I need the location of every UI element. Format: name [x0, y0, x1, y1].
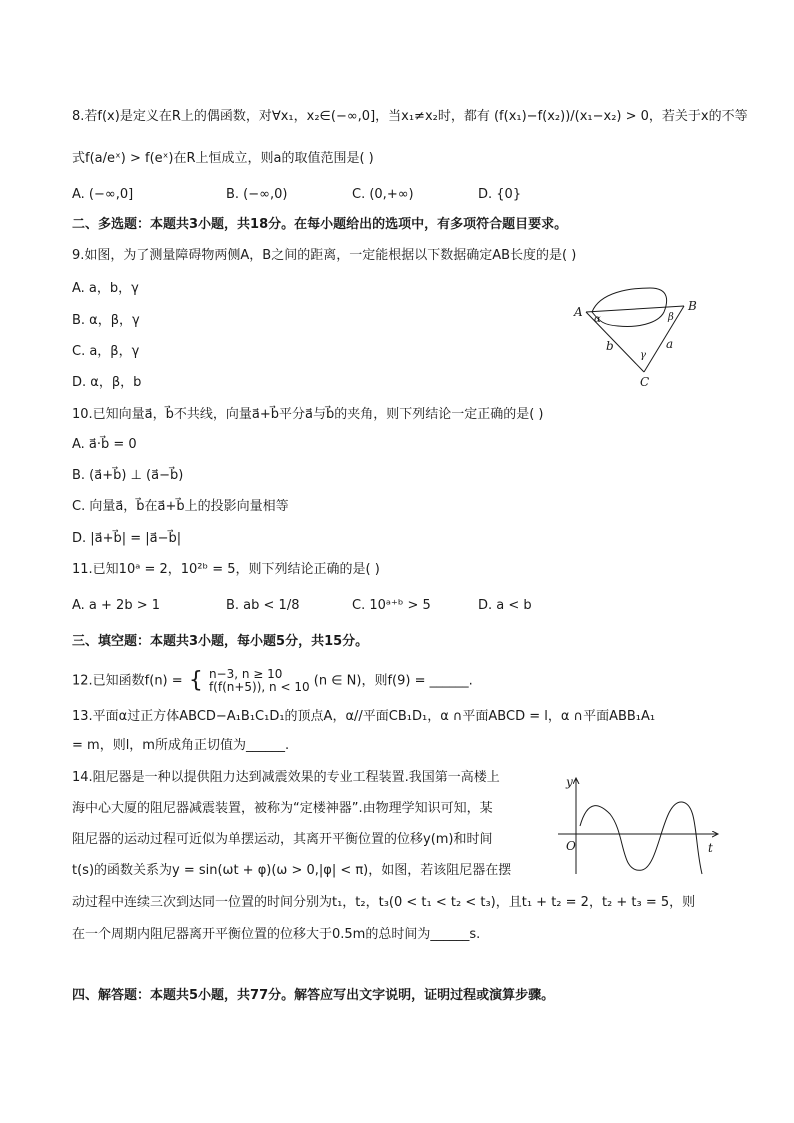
label-t: t: [708, 841, 713, 855]
q8-stem-line2: 式f(a/eˣ) > f(eˣ)在R上恒成立，则a的取值范围是( ): [72, 151, 374, 166]
q10-option-b: B. (a⃗+b⃗) ⊥ (a⃗−b⃗): [72, 468, 184, 483]
label-C: C: [640, 375, 650, 389]
section-heading-multiple-choice: 二、多选题：本题共3小题，共18分。在每小题给出的选项中，有多项符合题目要求。: [72, 217, 568, 232]
q14-stem-line5: 动过程中连续三次到达同一位置的时间分别为t₁，t₂，t₃(0 < t₁ < t₂ < t₃)，且t₁ + t₂ = 2，t₂ + t₃ = 5，则: [72, 895, 696, 910]
q14-stem-line3: 阻尼器的运动过程可近似为单摆运动，其离开平衡位置的位移y(m)和时间: [72, 832, 493, 847]
label-beta: β: [668, 312, 674, 323]
q11-option-a: A. a + 2b > 1: [72, 598, 161, 613]
q9-option-c: C. a，β，γ: [72, 344, 140, 359]
label-alpha: α: [594, 314, 601, 325]
q8-stem-line1: 8.若f(x)是定义在R上的偶函数，对∀x₁，x₂∈(−∞,0]，当x₁≠x₂时，都有 (f(x₁)−f(x₂))/(x₁−x₂) > 0，若关于x的不等: [72, 109, 748, 124]
q14-stem-line2: 海中心大厦的阻尼器减震装置，被称为“定楼神器”.由物理学知识可知，某: [72, 801, 493, 816]
q9-option-d: D. α，β，b: [72, 375, 142, 390]
q14-stem-line1: 14.阻尼器是一种以提供阻力达到减震效果的专业工程装置.我国第一高楼上: [72, 770, 500, 785]
label-b: b: [606, 339, 614, 353]
q13-stem-line2: = m，则l，m所成角正切值为______.: [72, 738, 290, 753]
q8-option-d: D. {0}: [478, 187, 522, 202]
q12-stem-post: (n ∈ N)，则f(9) = ______.: [313, 673, 473, 689]
q12-stem-pre: 12.已知函数f(n) =: [72, 673, 183, 689]
q10-stem: 10.已知向量a⃗，b⃗不共线，向量a⃗+b⃗平分a⃗与b⃗的夹角，则下列结论一定正确的是( ): [72, 407, 544, 422]
label-A: A: [574, 305, 583, 319]
q14-stem-line6: 在一个周期内阻尼器离开平衡位置的位移大于0.5m的总时间为______s.: [72, 927, 481, 942]
q14-sine-graph: [552, 770, 722, 880]
q8-option-b: B. (−∞,0): [226, 187, 288, 202]
obstacle-outline: [592, 288, 667, 326]
q11-stem: 11.已知10ᵃ = 2，10²ᵇ = 5，则下列结论正确的是( ): [72, 562, 380, 577]
q10-option-c: C. 向量a⃗，b⃗在a⃗+b⃗上的投影向量相等: [72, 499, 289, 514]
q11-option-c: C. 10ᵃ⁺ᵇ > 5: [352, 598, 431, 613]
q12-brace: {: [188, 668, 203, 693]
label-gamma: γ: [640, 350, 646, 361]
q11-option-d: D. a < b: [478, 598, 532, 613]
q9-stem: 9.如图，为了测量障碍物两侧A，B之间的距离，一定能根据以下数据确定AB长度的是( ): [72, 248, 577, 263]
q8-option-c: C. (0,+∞): [352, 187, 414, 202]
label-y: y: [566, 775, 573, 789]
label-a: a: [666, 337, 674, 351]
q12-cases: [209, 668, 310, 694]
label-B: B: [688, 299, 697, 313]
section-heading-solution: 四、解答题：本题共5小题，共77分。解答应写出文字说明，证明过程或演算步骤。: [72, 988, 555, 1003]
label-origin: O: [566, 839, 576, 853]
q12-case-2: f(f(n+5)), n < 10: [208, 680, 310, 694]
sine-curve: [580, 802, 702, 874]
q9-option-a: A. a，b，γ: [72, 281, 139, 296]
section-heading-fill-in: 三、填空题：本题共3小题，每小题5分，共15分。: [72, 634, 369, 649]
q9-option-b: B. α，β，γ: [72, 313, 140, 328]
q10-option-a: A. a⃗·b⃗ = 0: [72, 437, 137, 452]
q14-stem-line4: t(s)的函数关系为y = sin(ωt + φ)(ω > 0,|φ| < π)，如图，若该阻尼器在摆: [72, 863, 512, 878]
q11-option-b: B. ab < 1/8: [226, 598, 300, 613]
q10-option-d: D. |a⃗+b⃗| = |a⃗−b⃗|: [72, 531, 182, 546]
q13-stem-line1: 13.平面α过正方体ABCD−A₁B₁C₁D₁的顶点A，α//平面CB₁D₁，α ∩平面ABCD = l，α ∩平面ABB₁A₁: [72, 709, 656, 724]
q12-case-1: n−3, n ≥ 10: [208, 667, 283, 681]
q8-option-a: A. (−∞,0]: [72, 187, 134, 202]
q9-triangle-figure: [566, 284, 706, 390]
q12-stem: [72, 668, 473, 694]
